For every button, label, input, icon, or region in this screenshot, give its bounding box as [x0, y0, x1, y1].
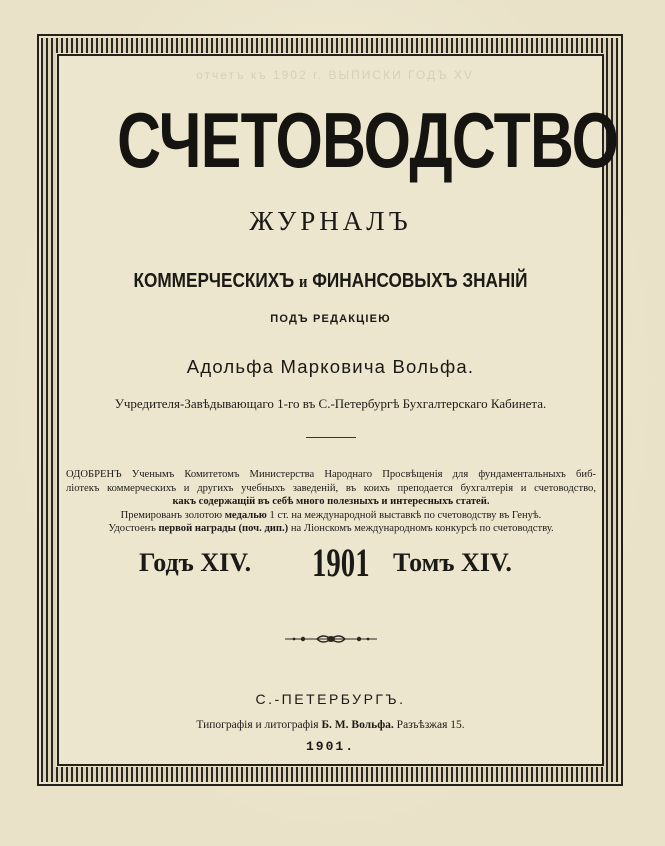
paragraph-bold-text: медалью [224, 509, 267, 521]
paragraph-line: ОДОБРЕНЪ Ученымъ Комитетомъ Министерства Народнаго Просвѣщенія для фундаментальныхъ биб- [66, 469, 596, 480]
edited-by-label: ПОДЪ РЕДАКЦІЕЮ [270, 313, 391, 325]
printer-line [57, 717, 604, 733]
paragraph-line [66, 495, 596, 509]
approval-paragraph [66, 468, 596, 536]
paragraph-text: Удостоенъ [108, 523, 156, 534]
publication-year: 1901 [312, 540, 370, 585]
paragraph-line [66, 522, 596, 536]
paragraph-text: Премированъ золотою [120, 509, 223, 521]
ornament-divider-icon [285, 632, 377, 646]
paragraph-text: на Ліонскомъ международномъ конкурсѣ по счетоводству. [290, 523, 554, 534]
year-label: Годъ XIV. [139, 548, 252, 577]
paragraph-bold-text: первой награды (поч. дип.) [158, 523, 289, 534]
city-name: С.-ПЕТЕРБУРГЪ. [255, 691, 406, 707]
bleed-through-text: отчетъ къ 1902 г. ВЫПИСКИ ГОДЪ XV [196, 68, 474, 82]
subject-commercial: КОММЕРЧЕСКИХЪ [133, 270, 295, 292]
volume-label: Томъ XIV. [393, 548, 512, 577]
imprint-year: 1901. [305, 739, 355, 754]
paragraph-line [66, 509, 596, 523]
editor-position: Учредителя-Завѣдывающаго 1-го въ С.-Петербургѣ Бухгалтерскаго Кабинета. [114, 396, 547, 411]
journal-subtitle: ЖУРНАЛЪ [249, 206, 412, 236]
printer-name: Б. М. Вольфа. [321, 719, 394, 731]
journal-title: СЧЕТОВОДСТВО [117, 96, 619, 184]
journal-subject-line [95, 268, 565, 295]
paragraph-line: ліотекъ коммерческихъ и другихъ учебныхъ заведеній, въ коихъ преподается бухгалтерія и счетоводство, [66, 482, 596, 494]
editor-name: Адольфа Марковича Вольфа. [186, 356, 475, 377]
subject-financial: ФИНАНСОВЫХЪ ЗНАНІЙ [312, 270, 528, 292]
paragraph-text: 1 ст. на международной выставкѣ по счетоводству въ Генуѣ. [269, 509, 542, 521]
printer-text: Типографія и литографія [196, 719, 319, 731]
year-volume-row [57, 540, 604, 590]
printer-address: Разъѣзжая 15. [396, 719, 465, 731]
paragraph-bold-text: какъ содержащій въ себѣ много полезныхъ и интересныхъ статей. [172, 496, 490, 507]
short-divider-rule [306, 437, 356, 438]
subject-conjunction: и [298, 272, 308, 291]
